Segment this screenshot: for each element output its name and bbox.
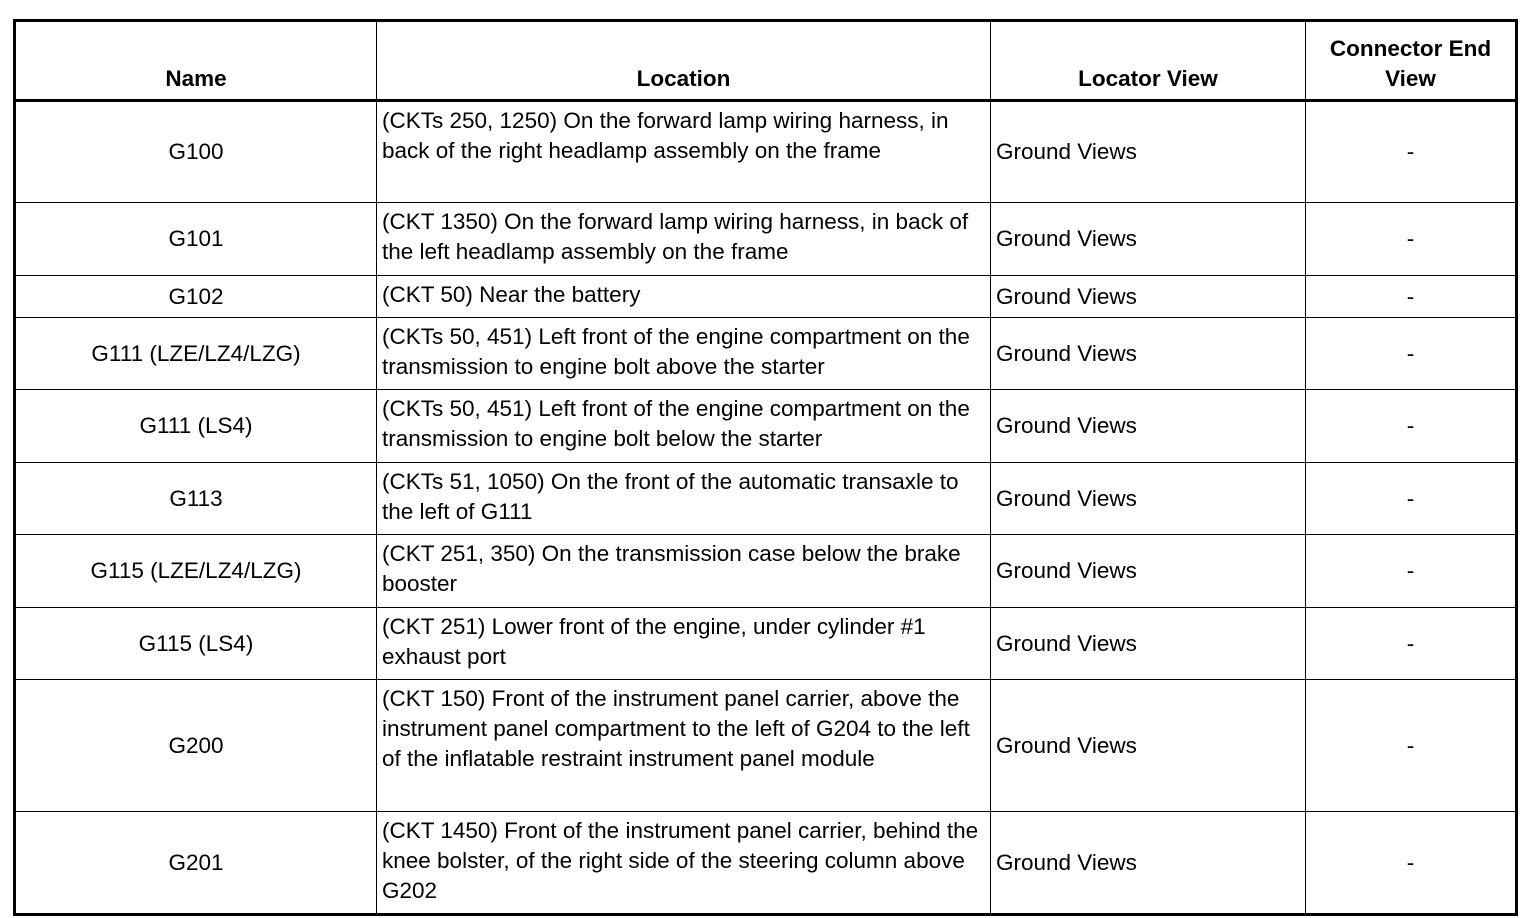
cell-connector-end-view: -	[1306, 390, 1517, 463]
cell-name: G111 (LZE/LZ4/LZG)	[15, 318, 377, 390]
cell-locator-view: Ground Views	[991, 535, 1306, 608]
cell-name: G111 (LS4)	[15, 390, 377, 463]
table-row	[15, 390, 1517, 463]
table-row	[15, 463, 1517, 535]
ground-locations-table	[13, 19, 1518, 916]
cell-locator-view: Ground Views	[991, 276, 1306, 318]
cell-name: G115 (LZE/LZ4/LZG)	[15, 535, 377, 608]
table-row	[15, 680, 1517, 812]
header-name: Name	[15, 21, 377, 101]
cell-location: (CKT 251, 350) On the transmission case below the brake booster	[377, 535, 991, 608]
cell-location: (CKTs 50, 451) Left front of the engine compartment on the transmission to engine bolt below the starter	[377, 390, 991, 463]
cell-connector-end-view: -	[1306, 203, 1517, 276]
cell-name: G102	[15, 276, 377, 318]
cell-connector-end-view: -	[1306, 680, 1517, 812]
cell-locator-view: Ground Views	[991, 101, 1306, 203]
table-row	[15, 535, 1517, 608]
cell-location: (CKT 1450) Front of the instrument panel carrier, behind the knee bolster, of the right side of the steering column above G202	[377, 812, 991, 915]
cell-connector-end-view: -	[1306, 318, 1517, 390]
header-location: Location	[377, 21, 991, 101]
table-row	[15, 812, 1517, 915]
cell-location: (CKTs 51, 1050) On the front of the automatic transaxle to the left of G111	[377, 463, 991, 535]
cell-connector-end-view: -	[1306, 101, 1517, 203]
header-connector-end-view: Connector End View	[1306, 21, 1517, 101]
header-row	[15, 21, 1517, 101]
table-row	[15, 101, 1517, 203]
cell-location: (CKT 1350) On the forward lamp wiring harness, in back of the left headlamp assembly on the frame	[377, 203, 991, 276]
cell-locator-view: Ground Views	[991, 318, 1306, 390]
cell-locator-view: Ground Views	[991, 390, 1306, 463]
cell-name: G201	[15, 812, 377, 915]
cell-connector-end-view: -	[1306, 463, 1517, 535]
cell-locator-view: Ground Views	[991, 680, 1306, 812]
cell-name: G200	[15, 680, 377, 812]
cell-location: (CKTs 50, 451) Left front of the engine compartment on the transmission to engine bolt above the starter	[377, 318, 991, 390]
table-row	[15, 276, 1517, 318]
table-row	[15, 203, 1517, 276]
cell-connector-end-view: -	[1306, 608, 1517, 680]
cell-locator-view: Ground Views	[991, 203, 1306, 276]
cell-location: (CKT 150) Front of the instrument panel carrier, above the instrument panel compartment to the left of G204 to the left of the inflatable restraint instrument panel module	[377, 680, 991, 812]
cell-location: (CKT 251) Lower front of the engine, under cylinder #1 exhaust port	[377, 608, 991, 680]
cell-name: G115 (LS4)	[15, 608, 377, 680]
cell-locator-view: Ground Views	[991, 608, 1306, 680]
cell-name: G113	[15, 463, 377, 535]
cell-location: (CKTs 250, 1250) On the forward lamp wiring harness, in back of the right headlamp assembly on the frame	[377, 101, 991, 203]
cell-connector-end-view: -	[1306, 276, 1517, 318]
header-locator-view: Locator View	[991, 21, 1306, 101]
table-row	[15, 318, 1517, 390]
cell-name: G101	[15, 203, 377, 276]
table-row	[15, 608, 1517, 680]
cell-locator-view: Ground Views	[991, 463, 1306, 535]
cell-connector-end-view: -	[1306, 535, 1517, 608]
cell-location: (CKT 50) Near the battery	[377, 276, 991, 318]
cell-name: G100	[15, 101, 377, 203]
cell-connector-end-view: -	[1306, 812, 1517, 915]
cell-locator-view: Ground Views	[991, 812, 1306, 915]
